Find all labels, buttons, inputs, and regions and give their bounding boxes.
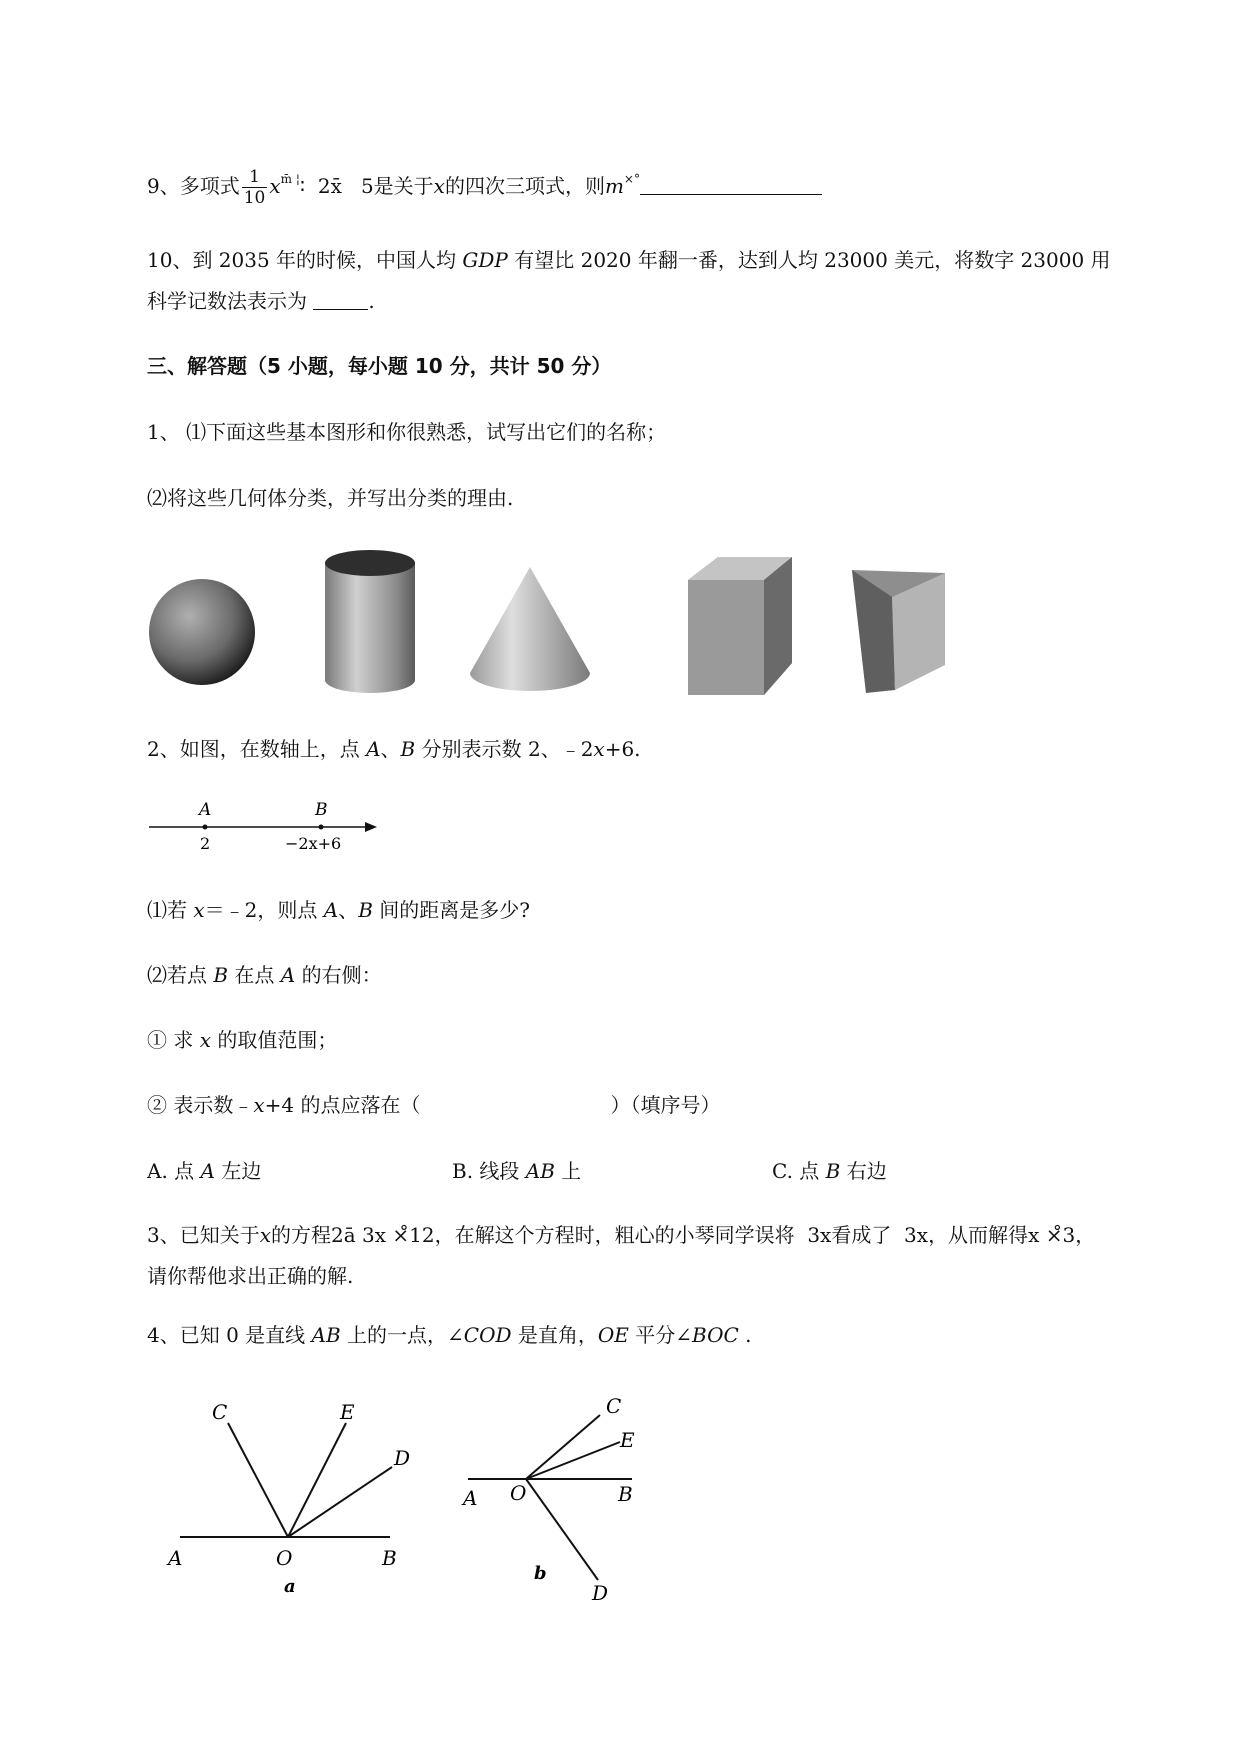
cone [470,567,590,691]
problem-2-sub2: ⑵若点 B 在点 A 的右侧： [147,963,382,987]
svg-text:C: C [212,1400,228,1424]
sphere [149,579,255,685]
svg-text:C: C [606,1395,622,1418]
problem-2-line1: 2、如图，在数轴上，点 A、B 分别表示数 2、﹣2x+6. [147,737,641,761]
svg-text:b: b [534,1563,547,1584]
svg-text:a: a [284,1576,296,1595]
svg-text:D: D [394,1446,411,1470]
question-9: 9、多项式 $\frac{1}{10}$ $x^{m̄ ¦}∶$ 2x̄ 5是关于x的四次三项式，则m×° [147,165,822,208]
triangular-prism [852,570,945,693]
number-line [145,795,385,860]
problem-3-line2: 请你帮他求出正确的解. [147,1264,354,1288]
problem-2-sub1: ⑴若 x＝﹣2，则点 A、B 间的距离是多少? [147,898,530,922]
problem-1-line1: 1、 ⑴下面这些基本图形和你很熟悉，试写出它们的名称； [147,420,667,444]
cuboid [688,557,792,695]
point-b-value: −2x+6 [285,834,342,853]
problem-4-line1: 4、已知 0 是直线 AB 上的一点，∠COD 是直角，OE 平分∠BOC . [147,1323,752,1347]
option-a: A. 点 A 左边 [147,1159,262,1183]
svg-text:B: B [618,1482,633,1506]
svg-text:B: B [382,1546,397,1570]
answer-blank [313,291,368,310]
point-b-label: B [315,800,328,820]
option-c: C. 点 B 右边 [772,1159,887,1183]
cylinder [325,550,415,693]
svg-text:D: D [592,1581,609,1605]
fraction: $\frac{1}{10}$ [243,167,266,208]
angle-figure-b [460,1395,660,1605]
svg-text:A: A [168,1546,183,1570]
svg-text:A: A [463,1486,478,1510]
solids-figure [140,545,960,715]
question-10-line1: 10、到 2035 年的时候，中国人均 GDP 有望比 2020 年翻一番，达到人均 23000 美元，将数字 23000 用 [147,248,1111,272]
problem-3-line1: 3、已知关于x的方程2ā 3x ×̊12，在解这个方程时，粗心的小琴同学误将 3x看成了 3x，从而解得x ×̊3， [147,1223,1096,1247]
svg-text:E: E [620,1428,635,1452]
point-a-value: 2 [200,834,211,853]
problem-1-line2: ⑵将这些几何体分类，并写出分类的理由. [147,486,514,510]
option-b: B. 线段 AB 上 [452,1159,582,1183]
angle-figure-a [160,1395,420,1595]
answer-blank [640,176,822,195]
question-10-line2: 科学记数法表示为 . [147,289,375,313]
q9-prefix: 9、多项式 [147,174,240,198]
svg-text:O: O [510,1481,527,1505]
problem-2-circle2: ② 表示数﹣x+4 的点应落在（ ）（填序号） [147,1093,721,1117]
svg-text:O: O [276,1546,293,1570]
point-a-label: A [199,800,212,820]
section-title: 三、解答题（5 小题，每小题 10 分，共计 50 分） [147,354,612,378]
problem-2-circle1: ① 求 x 的取值范围； [147,1028,338,1052]
svg-text:E: E [340,1400,355,1424]
